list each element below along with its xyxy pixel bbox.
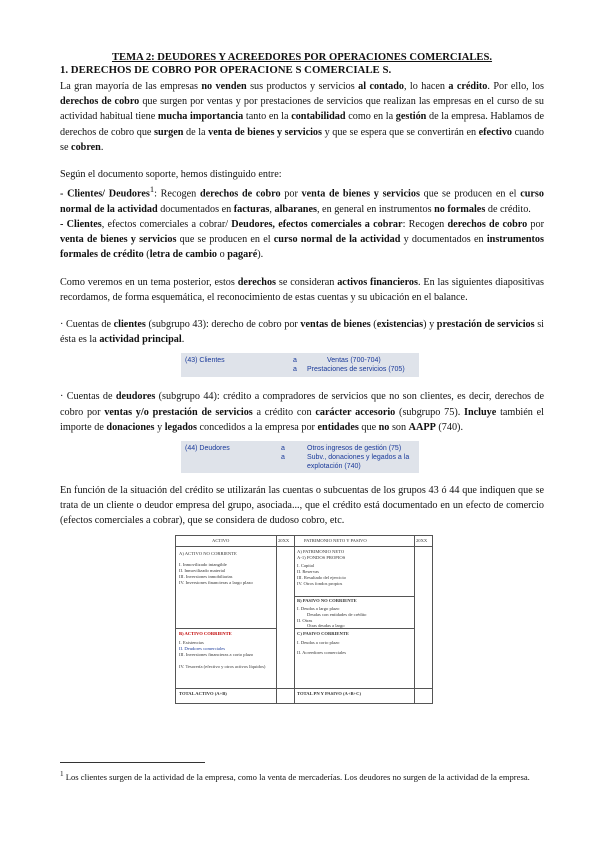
acct-deudores-label: (44) Deudores — [185, 445, 230, 453]
bold-run: mucha importancia — [157, 111, 244, 123]
text-run: , lo hacen — [403, 81, 449, 92]
text-run: . En las siguientes diapositivas recordamos, de forma esquemática, el reconocimiento de estas cuentas y su ubicación en el balance. — [60, 276, 544, 303]
bal-anc-item: IV. Inversiones financieras a largo plazo — [179, 579, 253, 585]
paragraph-soporte: Según el documento soporte, hemos distinguido entre: — [60, 169, 282, 181]
clientes-accounts-diagram — [181, 353, 419, 377]
text-run: 1 — [149, 184, 155, 195]
bal-ac-item-deudores: II. Deudores comerciales — [179, 645, 226, 651]
bold-run: no formales — [434, 203, 486, 215]
bal-total-activo: TOTAL ACTIVO (A+B) — [179, 690, 227, 696]
footnote-rule — [60, 762, 205, 763]
text-run: documentados en — [157, 203, 234, 215]
bal-pnc-item: Otras deudas a largo — [307, 622, 345, 628]
bal-pn-item: I. Capital — [297, 562, 315, 568]
bold-run: surgen — [154, 126, 184, 138]
bal-pnc-item: I. Deudas a largo plazo — [297, 605, 340, 611]
text-run: que se producen en el — [419, 188, 521, 200]
bal-pnc-item: Deudas con entidades de crédito — [307, 611, 367, 617]
bal-total-pasivo: TOTAL PN Y PASIVO (A+B+C) — [297, 690, 362, 696]
bold-run: AAPP — [408, 421, 436, 433]
bal-pc-item: II. Acreedores comerciales — [297, 649, 347, 655]
paragraph-cuentas-clientes — [60, 317, 544, 347]
text-run: ( — [143, 249, 150, 261]
bal-header-year-2: 20XX — [416, 537, 428, 543]
bold-run: efectivo — [478, 126, 513, 138]
bold-run: albaranes — [274, 203, 317, 215]
bold-run: contabilidad — [291, 111, 346, 123]
paragraph-situacion-credito: En función de la situación del crédito se utilizarán las cuentas o subcuentas de los grupos 43 ó 44 que indiquen que se trata de un cliente o deudor empresa del grupo, asociada..., que el crédito está documentado en un efecto de comercio (efectos comerciales a cobrar), que se considera de dudoso cobro, etc. — [60, 485, 544, 527]
bold-run: ventas y/o prestación de servicios — [104, 406, 253, 418]
text-run: también el importe de — [60, 406, 544, 433]
text-run: o — [217, 249, 228, 261]
bal-pn-item: II. Reservas — [297, 568, 319, 574]
bold-run: no venden — [201, 81, 247, 92]
text-run: , efectos comerciales a cobrar/ — [101, 219, 232, 231]
bal-pn-sub: A-1) FONDOS PROPIOS — [297, 554, 346, 560]
bold-run: ventas de bienes — [300, 319, 371, 331]
bold-run: clientes — [113, 319, 146, 331]
acct-a-3: a — [281, 445, 285, 453]
bold-run: venta de bienes y servicios — [208, 126, 322, 138]
text-run: : Recogen — [402, 219, 448, 231]
text-run: (740). — [435, 421, 463, 433]
acct-prestaciones: Prestaciones de servicios (705) — [307, 366, 405, 374]
footnote — [60, 768, 544, 783]
footnote-text: Los clientes surgen de la actividad de la empresa, como la venta de mercaderías. Los deudores no surgen de la actividad de la empresa. — [65, 771, 530, 782]
bal-ac-item: III. Inversiones financieras a corto plazo — [179, 651, 254, 657]
text-run: , en general en instrumentos — [316, 203, 435, 215]
acct-subvenciones: Subv., donaciones y legados a la — [307, 454, 410, 462]
text-run: (subgrupo 44): crédito a compradores de servicios que no son clientes, es decir, derechos de cobro por — [60, 391, 544, 418]
text-run: · Cuentas de — [60, 319, 114, 331]
bal-pnc-item: II. Otras — [297, 617, 313, 623]
bold-run: existencias — [376, 319, 424, 331]
paragraph-activos-financieros — [60, 275, 544, 305]
bal-pnc-title: B) PASIVO NO CORRIENTE — [297, 597, 357, 603]
bal-anc-item: I. Inmovilizado intangible — [179, 561, 227, 567]
text-run: . — [100, 141, 104, 153]
text-run: (subgrupo 75). — [395, 406, 465, 418]
acct-a-1: a — [293, 357, 297, 365]
bold-run: actividad principal — [99, 334, 182, 346]
bold-run: letra de cambio — [149, 249, 218, 261]
bold-run: deudores — [115, 391, 156, 403]
acct-a-2: a — [293, 366, 297, 374]
bold-run: venta de bienes y servicios — [60, 234, 177, 246]
text-run: de la — [183, 126, 209, 138]
bal-pc-item: I. Deudas a corto plazo — [297, 639, 340, 645]
bold-run: donaciones — [106, 421, 155, 433]
text-run: sus productos y servicios — [246, 81, 359, 92]
balance-sheet-table — [175, 535, 433, 704]
bold-run: al contado — [358, 81, 404, 92]
text-run: La gran mayoría de las empresas — [60, 81, 202, 92]
text-run: y que se espera que se convertirán en — [322, 126, 479, 138]
text-run: Como veremos en un tema posterior, estos — [60, 276, 238, 288]
bold-run: - Clientes — [60, 219, 102, 231]
bal-header-activo: ACTIVO — [212, 537, 230, 543]
bal-pn-item: IV. Otros fondos propios — [297, 580, 343, 586]
bal-anc-item: III. Inversiones inmobiliarias — [179, 573, 233, 579]
text-run: de crédito. — [485, 203, 531, 215]
bold-run: derechos de cobro — [60, 96, 140, 108]
text-run: ( — [370, 319, 377, 331]
bold-run: gestión — [395, 111, 427, 123]
acct-clientes-label: (43) Clientes — [185, 357, 225, 365]
text-run: tanto en la — [243, 111, 292, 123]
text-run: de la empresa. Hablamos de derechos de cobro que — [60, 111, 544, 138]
bold-run: cobren — [71, 141, 101, 153]
bold-run: Incluye — [464, 406, 497, 418]
bal-pc-title: C) PASIVO CORRIENTE — [297, 630, 349, 636]
paragraph-clientes-deudores — [60, 182, 544, 217]
bold-run: legados — [164, 421, 197, 433]
bold-run: prestación de servicios — [436, 319, 535, 331]
paragraph-cuentas-deudores — [60, 389, 544, 435]
bal-pn-title: A) PATRIMONIO NETO — [297, 548, 345, 554]
bold-run: curso normal de la actividad — [273, 234, 401, 246]
bold-run: - Clientes/ Deudores — [60, 188, 150, 200]
acct-ventas: Ventas (700-704) — [327, 357, 381, 365]
bold-run: derechos — [237, 276, 277, 288]
text-run: a crédito con — [252, 406, 316, 418]
text-run: se consideran — [276, 276, 338, 288]
text-run: · Cuentas de — [60, 391, 116, 403]
text-run: . — [181, 334, 185, 346]
paragraph-intro — [60, 79, 544, 155]
bold-run: a crédito — [448, 81, 488, 92]
section-heading: 1. DERECHOS DE COBRO POR OPERACIONE S COMERCIALE S. — [60, 64, 392, 76]
bold-run: derechos de cobro — [447, 219, 528, 231]
bal-pn-item: III. Resultado del ejercicio — [297, 574, 346, 580]
acct-otros-ingresos: Otros ingresos de gestión (75) — [307, 445, 402, 453]
text-run: ). — [257, 249, 264, 261]
paragraph-efectos — [60, 217, 544, 263]
bal-header-year-1: 20XX — [278, 537, 290, 543]
text-run: por — [280, 188, 302, 200]
bold-run: pagaré — [227, 249, 258, 261]
bal-anc-item: II. Inmovilizado material — [179, 567, 226, 573]
deudores-accounts-diagram — [181, 441, 419, 473]
bold-run: activos financieros — [337, 276, 418, 288]
text-run: que surgen por ventas y por prestaciones de servicios que realizan las empresas en el curso de su actividad habitual tiene — [60, 96, 544, 123]
text-run: cuando se — [60, 126, 545, 153]
text-run: concedidos a la empresa por — [196, 421, 318, 433]
bal-ac-item: I. Existencias — [179, 639, 204, 645]
text-run: como en la — [345, 111, 396, 123]
text-run: que se producen en el — [176, 234, 274, 246]
text-run: si ésta es la — [60, 319, 544, 346]
text-run: , — [269, 203, 275, 215]
bold-run: venta de bienes y servicios — [301, 188, 420, 200]
bal-header-pasivo: PATRIMONIO NETO Y PASIVO — [304, 537, 367, 543]
bal-ac-item: IV. Tesorería (efectivo y otros activos líquidos) — [179, 663, 266, 669]
text-run: ) y — [423, 319, 437, 331]
text-run: y — [154, 421, 165, 433]
bold-run: no — [378, 421, 390, 433]
text-run: son — [389, 421, 409, 433]
footnote-number: 1 — [60, 770, 64, 778]
acct-a-4: a — [281, 454, 285, 462]
text-run: que — [358, 421, 379, 433]
acct-explotacion: explotación (740) — [307, 463, 361, 471]
text-run: : Recogen — [154, 188, 200, 200]
bold-run: entidades — [317, 421, 359, 433]
page-title: TEMA 2: DEUDORES Y ACREEDORES POR OPERACIONES COMERCIALES. — [111, 52, 493, 63]
document-page — [60, 52, 544, 704]
text-run: y documentados en — [400, 234, 487, 246]
text-run: . Por ello, los — [487, 81, 544, 92]
bold-run: facturas — [233, 203, 270, 215]
text-run: (subgrupo 43): derecho de cobro por — [145, 319, 301, 331]
bold-run: derechos de cobro — [199, 188, 281, 200]
text-run: por — [527, 219, 545, 231]
bold-run: Deudores, efectos comerciales a cobrar — [231, 219, 403, 231]
bold-run: curso normal de la actividad — [60, 188, 544, 215]
bold-run: instrumentos formales de crédito — [60, 234, 544, 261]
bold-run: carácter accesorio — [315, 406, 396, 418]
bal-ac-title: B) ACTIVO CORRIENTE — [179, 630, 232, 636]
bal-anc-title: A) ACTIVO NO CORRIENTE — [179, 550, 237, 556]
